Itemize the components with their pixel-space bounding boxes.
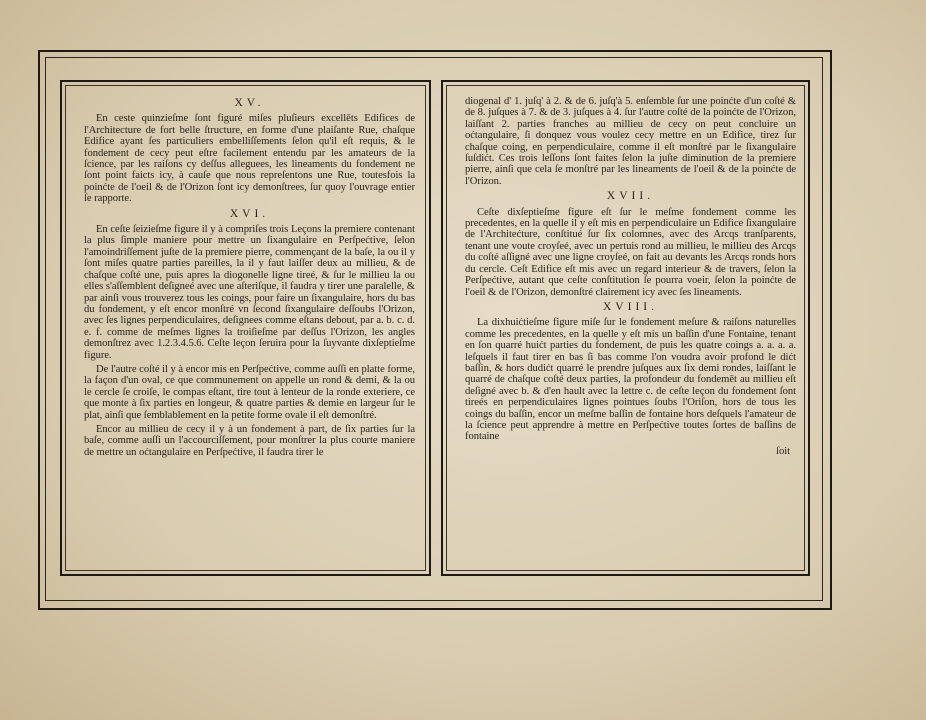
right-column	[441, 80, 810, 576]
section-heading-xvii: XVII.	[606, 190, 655, 203]
paragraph-xvii: Ceſte dixſeptieſme figure eſt ſur le meſme fondement comme les precedentes, en la quelle il y eſt mis en perpendiculaire un Edifice ſixangulaire de l'Architećture, conſtitué ſur ſix colomnes, avec des Arcqs tranſparents, tenant une voute croyſeé, avec un pertuis rond au millieu, le millieu des Arcqs du coſté aſſigné avec une ligne croyſeé, on fait au devants les Arcqs ronds hors du cercle. Ceſt Edifice eſt mis avec un regard interieur & de travers, ſelon la Perſpećtive, autant que ceſte conſtitution ſe pourra voeir, ſelon la poinćte de l'oeil & de l'Orizon, demonſtré clairement icy avec ſes lineaments.	[465, 206, 796, 298]
paragraph-xviii: La dixhuićtieſme figure miſe ſur le fondement meſure & raiſons naturelles comme les precedentes, en la quelle y eſt mis un baſſin d'une Fontaine, tenant en ſon quarré huićt parties du fondement, de puis les quatre coings a. a. a. a. leſquels il faut tirer en bas ſi bas comme l'on voudra avoir profond le dićt baſſin, & hors dudićt quarré le prendre juſques aux ſix demi rondes, laiſſant le quarré de chaſque coſté deux parties, la profondeur du fondemēt au millieu eſt deſigné avec b. & d'en hault avec la lettre c. de ceſte leçon du fondement ſont tireés en perpendiculaires lignes pointues ſoubs l'Oriſon, hors de tous les coings du baſſin, encor un meſme baſſin de fontaine hors deſquels l'amateur de la ſcience peut apprendre à mettre en Perſpećtive toutes ſortes de baſſins de fontaine	[465, 317, 796, 443]
left-column	[60, 80, 431, 576]
section-heading-xviii: XVIII.	[603, 300, 658, 313]
paragraph-continued: diogenal d' 1. juſq' à 2. & de 6. juſq'à 5. enſemble ſur une poinćte d'un coſté & de 8. juſques à 7. & de 3. juſques à 4. ſur l'autre coſté de la poinćte de l'Orizon, laiſſant 2. parties franches au millieu de cecy on peut concluire un oćtangulaire, ſi donquez vous voulez cecy mettre en un Edifice, tirez ſur chaſque coing, en perpendiculaire, comme il eſt monſtré par le ſixangulaire ſuſdićt. Ces trois leſſons ſont faites ſelon la juſte diminution de la premiere pierre, ainſi que cela ſe monſtré par les lineaments de l'oeil & de la poinćte de l'Orizon.	[465, 96, 796, 187]
section-heading-xvi: XVI.	[229, 207, 270, 220]
paragraph-xvi-b: De l'autre coſté il y à encor mis en Perſpećtive, comme auſſi en platte forme, la façon d'un oval, ce que communement on appelle un rond & demi, & la ou le cercle ſe croiſe, le compas eſtant, tire tout à lenteur de la ronde exteriere, ce que monte à ſix parties en longeur, & quatre parties & demie en largeur ſur le plat, ainſi que ſemblablement en la petite forme ovale il eſt demonſtré.	[84, 363, 415, 421]
paragraph-xvi-a: En ceſte ſeizieſme figure il y à compriſes trois Leçons la premiere contenant la plus ſimple maniere pour mettre un ſixangulaire en Perſpećtive, ſelon l'amoindriſſement juſte de la premiere pierre, commençant de la baſe, la ou il y ſont miſes quatre parties pareilles, la il y faut laiſſer deux au millieu, & de chaſque coſté une, puis apres la diogonelle ligne tireé, & ſur le millieu la ou elles s'aſſemblent deſigneé avec une aſteriſque, il faudra y tirer une paralelle, & par ainſi vous trouverez tous les coings, pour faire un ſixangulaire, hors du bas du fondement, y eſt encor monſtré vn ſecond ſixangulaire deſſoubs l'Orizon, avec ſes lignes perpendiculaires, deſignees comme eſtans debout, par a. b. c. d. e. f. comme de meſmes lignes la troiſieſme par deſſus l'Orizon, les angles demonſtrez avec 1.2.3.4.5.6. Ceſte leçon ſeruira pour la ſuyvante dixſeptieſme figure.	[84, 224, 415, 361]
right-column-text	[465, 96, 796, 457]
catchword: ſoit	[776, 445, 790, 457]
paragraph-xvi-c: Encor au millieu de cecy il y à un fondement à part, de ſix parties ſur la baſe, comme auſſi un l'accourciſſement, pour monſtrer la plus courte maniere de mettre un oćtangulaire en Perſpećtive, il faudra tirer le	[84, 423, 415, 458]
left-column-text	[84, 94, 415, 461]
paragraph-xv: En ceste quinzieſme ſont figuré miſes pluſieurs excellēts Edifices de l'Architecture de fort belle ſtructure, en forme d'une plaiſante Rue, chaſque Edifice ayant ſes particuliers embelliſſements ſelon qu'il eſt requis, & le fondement de cecy peut eſtre facilement entendu par les amateurs de la ſcience, par les raiſons cy deſſus alleguees, les lineaments du fondement ne ſont point faicts icy, à cauſe que nous repreſentons une Rue, toutesfois la poinćte de l'oeil & de l'Orizon ſont icy demonſtrees, ſur quoy l'ouvrage entier ſe rapporte.	[84, 113, 415, 205]
section-heading-xv: XV.	[234, 97, 265, 109]
